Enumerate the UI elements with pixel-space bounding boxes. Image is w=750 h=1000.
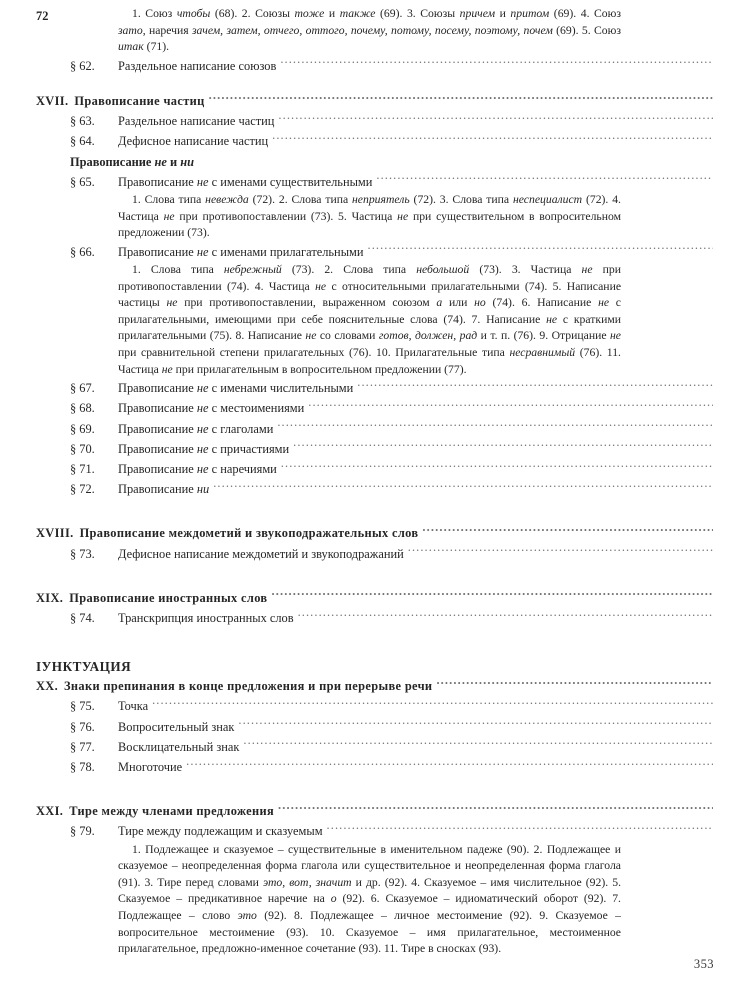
toc-entry-number: § 64. — [70, 134, 95, 149]
detail-sect-79: 1. Подлежащее и сказуемое – существительные в именительном падеже (90). 2. Подлежащее и сказуемое – неопределенная форма глагола или существительное и неопределенная форма глагола (91). 3. Тире перед словами это, вот, значит и др. (92). 4. Сказуемое – имя числительное (92). 5. Сказуемое – предикативное наречие на о (92). 6. Сказуемое – идиоматический оборот (92). 7. Подлежащее – слово это (92). 8. Подлежащее – личное местоимение (92). 9. Сказуемое – вопросительное местоимение (93). 10. Сказуемое – имя прилагательное, местоименное прилагательное, предложно-именное сочетание (93). 11. Тире в сносках (93). — [118, 842, 621, 956]
toc-entry-label: Правописание не с именами числительными — [118, 381, 354, 396]
toc-entry-label: Правописание иностранных слов — [69, 590, 268, 605]
toc-entry-number: XX. — [36, 679, 59, 694]
toc-entry-number: § 72. — [70, 482, 95, 497]
toc-entry-label: Транскрипция иностранных слов — [118, 610, 294, 625]
toc-entry-label: Тире между подлежащим и сказуемым — [118, 824, 323, 839]
toc-entry-number: XIX. — [36, 590, 64, 605]
toc-entry-number: XVII. — [36, 93, 69, 108]
toc-entry-label: Раздельное написание частиц — [118, 114, 275, 129]
toc-entry-label: Правописание не с наречиями — [118, 461, 277, 476]
toc-entry-label: Дефисное написание частиц — [118, 134, 269, 149]
toc-entry-page — [36, 6, 750, 1000]
toc-entry-number: § 74. — [70, 610, 95, 625]
toc-entry-number: § 69. — [70, 421, 95, 436]
page-number: 353 — [693, 957, 714, 971]
toc-entry-label: Правописание не с именами прилагательными — [118, 244, 364, 259]
toc-entry-label: Дефисное написание междометий и звукоподражаний — [118, 546, 404, 561]
toc-entry-number: § 62. — [70, 58, 95, 73]
toc-entry-number: § 76. — [70, 719, 95, 734]
toc-entry-label: Правописание не с местоимениями — [118, 401, 305, 416]
detail-sect-61: 1. Союз чтобы (68). 2. Союзы тоже и также (69). 3. Союзы причем и притом (69). 4. Союз зато, наречия зачем, затем, отчего, оттого, почему, потому, посему, поэтому, почем (69). 5. Союз итак (71). — [118, 7, 622, 54]
toc-entry-label: Правописание не с причастиями — [118, 441, 290, 456]
toc-entry-number: § 70. — [70, 441, 95, 456]
toc-entry-number: § 71. — [70, 461, 95, 476]
toc-entry-number: § 73. — [70, 546, 95, 561]
toc-entry-number: § 67. — [70, 381, 95, 396]
toc-entry-label: Знаки препинания в конце предложения и при перерыве речи — [64, 679, 433, 694]
toc-entry-label: Правописание междометий и звукоподражательных слов — [79, 526, 419, 541]
toc-entry-number: § 77. — [70, 739, 95, 754]
detail-sect-65: 1. Слова типа невежда (72). 2. Слова типа неприятель (72). 3. Слова типа неспециалист (72). 4. Частица не при противопоставлении (73). 5. Частица не при существительном в вопросительном предложении (73). — [118, 193, 621, 240]
toc-entry-label: Правописание частиц — [74, 93, 205, 108]
toc-entry-number: § 65. — [70, 174, 95, 189]
toc-entry-number: XVIII. — [36, 526, 74, 541]
toc-entry-number: XXI. — [36, 804, 64, 819]
toc-entry-label: Точка — [118, 699, 149, 714]
toc-entry-label: Тире между членами предложения — [69, 804, 275, 819]
toc-entry-label: Вопросительный знак — [118, 719, 235, 734]
toc-entry-label: Правописание ни — [118, 482, 210, 497]
toc-entry-number: § 68. — [70, 401, 95, 416]
toc-entry-number: § 79. — [70, 824, 95, 839]
toc-entry-number: § 63. — [70, 114, 95, 129]
toc-entry-label: Правописание не с именами существительными — [118, 174, 373, 189]
toc-entry-label: Восклицательный знак — [118, 739, 240, 754]
toc-entry-number: § 78. — [70, 759, 95, 774]
detail-sect-66: 1. Слова типа небрежный (73). 2. Слова типа небольшой (73). 3. Частица не при противопоставлении (74). 4. Частица не с относительными прилагательными (74). 5. Написание частицы не при противопоставлении, выраженном союзом а или но (74). 6. Написание не с прилагательными, имеющими при себе пояснительные слова (74). 7. Написание не с краткими прилагательными (75). 8. Написание не со словами готов, должен, рад и т. п. (76). 9. Отрицание не при сравнительной степени прилагательных (76). 10. Прилагательные типа несравнимый (76). 11. Частица не при прилагательным в вопросительном предложении (77). — [118, 262, 622, 376]
toc-entry-number: § 66. — [70, 244, 95, 259]
toc-entry-number: § 75. — [70, 699, 95, 714]
toc-entry-page: 72 — [36, 9, 49, 23]
toc-entry-label: Раздельное написание союзов — [118, 58, 277, 73]
entry-para-79[interactable] — [36, 821, 714, 841]
table-of-contents — [36, 6, 714, 958]
toc-entry-label: Многоточие — [118, 759, 183, 774]
toc-entry-label: Правописание не и ни — [70, 154, 195, 169]
toc-entry-label: Правописание не с глаголами — [118, 421, 274, 436]
part-heading-punctuation: ІУНКТУАЦИЯ — [36, 659, 132, 675]
